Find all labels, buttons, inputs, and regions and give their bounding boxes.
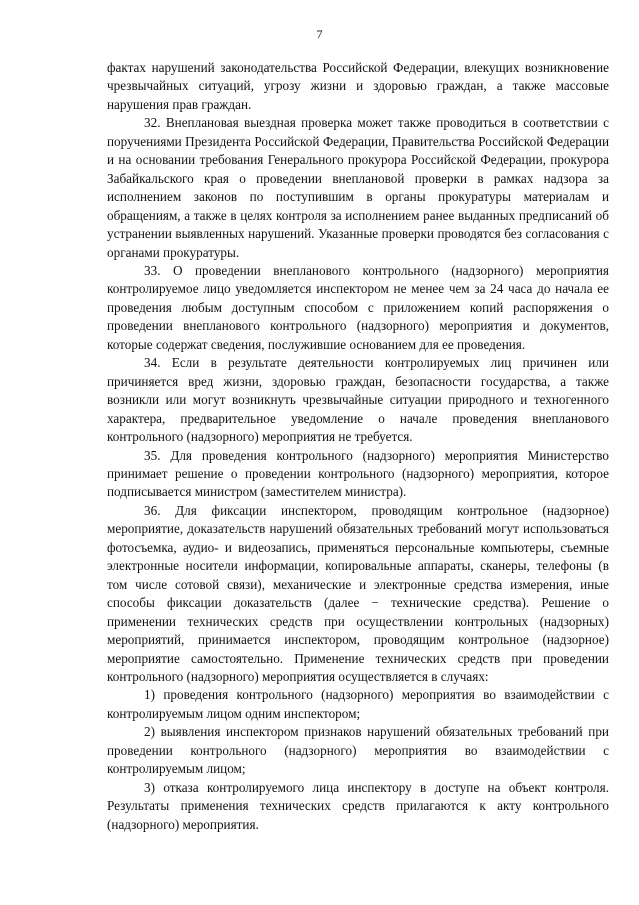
paragraph-35: 35. Для проведения контрольного (надзорного) мероприятия Министерство принимает решение о проведении контрольного (надзорного) мероприятия, которое подписывается министром (заместителем министра). [107, 447, 609, 500]
paragraph-36: 36. Для фиксации инспектором, проводящим контрольное (надзорное) мероприятие, доказательств нарушений обязательных требований могут использоваться фотосъемка, аудио- и видеозапись, применяться персональные компьютеры, съемные электронные носители информации, копировальные аппараты, сканеры, телефоны (в том числе сотовой связи), механические и электронные средства измерения, иные способы фиксации доказательств (далее − технические средства). Решение о применении технических средств при осуществлении контрольных (надзорных) мероприятий, принимается инспектором, проводящим контрольное (надзорное) мероприятие самостоятельно. Применение технических средств при проведении контрольного (надзорного) мероприятия осуществляется в случаях: [107, 502, 609, 684]
list-item-2: 2) выявления инспектором признаков нарушений обязательных требований при проведении контрольного (надзорного) мероприятия во взаимодействии с контролируемым лицом; [107, 724, 609, 777]
document-body [107, 59, 609, 834]
page-number: 7 [316, 27, 323, 41]
paragraph-continuation: фактах нарушений законодательства Российской Федерации, влекущих возникновение чрезвычайных ситуаций, угрозу жизни и здоровью граждан, а также массовые нарушения прав граждан. [107, 60, 609, 112]
paragraph-34: 34. Если в результате деятельности контролируемых лиц причинен или причиняется вред жизни, здоровью граждан, безопасности государства, а также возникли или могут возникнуть чрезвычайные ситуации природного и техногенного характера, предварительное уведомление о начале проведения внепланового контрольного (надзорного) мероприятия не требуется. [107, 355, 609, 445]
paragraph-32: 32. Внеплановая выездная проверка может также проводиться в соответствии с поручениями Президента Российской Федерации, Правительства Российской Федерации и на основании требования Генерального прокурора Российской Федерации, прокурора Забайкальского края о проведении внеплановой проверки в рамках надзора за исполнением законов по поступившим в органы прокуратуры материалам и обращениям, а также в целях контроля за исполнением ранее выданных предписаний об устранении выявленных нарушений. Указанные проверки проводятся без согласования с органами прокуратуры. [107, 115, 609, 260]
list-item-3: 3) отказа контролируемого лица инспектору в доступе на объект контроля. Результаты применения технических средств прилагаются к акту контрольного (надзорного) мероприятия. [107, 779, 609, 832]
list-item-1: 1) проведения контрольного (надзорного) мероприятия во взаимодействии с контролируемым лицом одним инспектором; [107, 687, 609, 721]
paragraph-33: 33. О проведении внепланового контрольного (надзорного) мероприятия контролируемое лицо уведомляется инспектором не менее чем за 24 часа до начала ее проведения любым доступным способом с приложением копий распоряжения о проведении внепланового контрольного (надзорного) мероприятия и документов, которые содержат сведения, послужившие основанием для ее проведения. [107, 262, 609, 352]
